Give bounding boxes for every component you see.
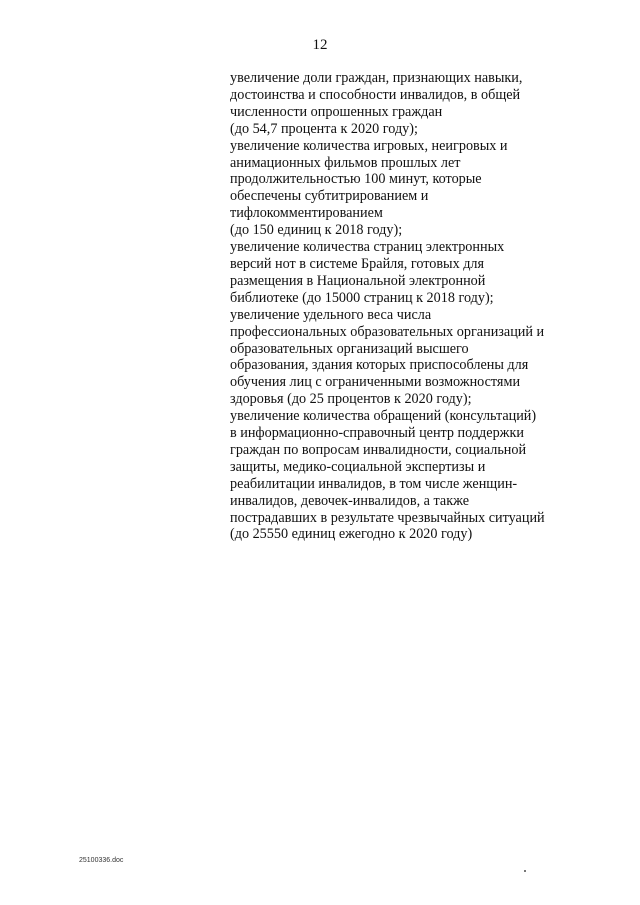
text-line: (до 54,7 процента к 2020 году); <box>230 120 418 137</box>
text-line: обучения лиц с ограниченными возможностями <box>230 374 521 391</box>
text-line: достоинства и способности инвалидов, в общей <box>230 86 521 103</box>
text-line: (до 150 единиц к 2018 году); <box>230 222 403 239</box>
text-line: в информационно-справочный центр поддержки <box>230 425 524 442</box>
text-line: образовательных организаций высшего <box>230 340 469 357</box>
text-line: версий нот в системе Брайля, готовых для <box>230 255 485 272</box>
page-number: 12 <box>312 37 328 53</box>
text-line: библиотеке (до 15000 страниц к 2018 году); <box>230 289 494 306</box>
text-line: численности опрошенных граждан <box>230 103 443 120</box>
footer-mark <box>524 870 526 872</box>
footer-file-code: 25100336.doc <box>79 857 124 864</box>
text-line: защиты, медико-социальной экспертизы и <box>230 458 486 475</box>
text-line: размещения в Национальной электронной <box>230 272 486 289</box>
text-line: анимационных фильмов прошлых лет <box>230 154 461 171</box>
text-line: увеличение количества обращений (консультаций) <box>230 408 537 425</box>
text-line: пострадавших в результате чрезвычайных ситуаций <box>230 509 545 526</box>
text-line: образования, здания которых приспособлены для <box>230 357 529 374</box>
text-line: увеличение удельного веса числа <box>230 306 432 323</box>
text-line: увеличение доли граждан, признающих навыки, <box>230 70 523 86</box>
text-line: увеличение количества страниц электронных <box>230 239 505 256</box>
text-line: обеспечены субтитрированием и <box>230 188 429 205</box>
text-line: инвалидов, девочек-инвалидов, а также <box>230 492 470 509</box>
document-body <box>230 70 575 543</box>
text-line: здоровья (до 25 процентов к 2020 году); <box>230 391 472 408</box>
text-line: увеличение количества игровых, неигровых и <box>230 137 508 154</box>
text-line: профессиональных образовательных организаций и <box>230 323 545 340</box>
text-line: реабилитации инвалидов, в том числе женщин- <box>230 475 518 492</box>
text-line: продолжительностью 100 минут, которые <box>230 171 482 188</box>
text-line: граждан по вопросам инвалидности, социальной <box>230 441 527 458</box>
text-line: тифлокомментированием <box>230 205 383 222</box>
text-line: (до 25550 единиц ежегодно к 2020 году) <box>230 526 473 543</box>
